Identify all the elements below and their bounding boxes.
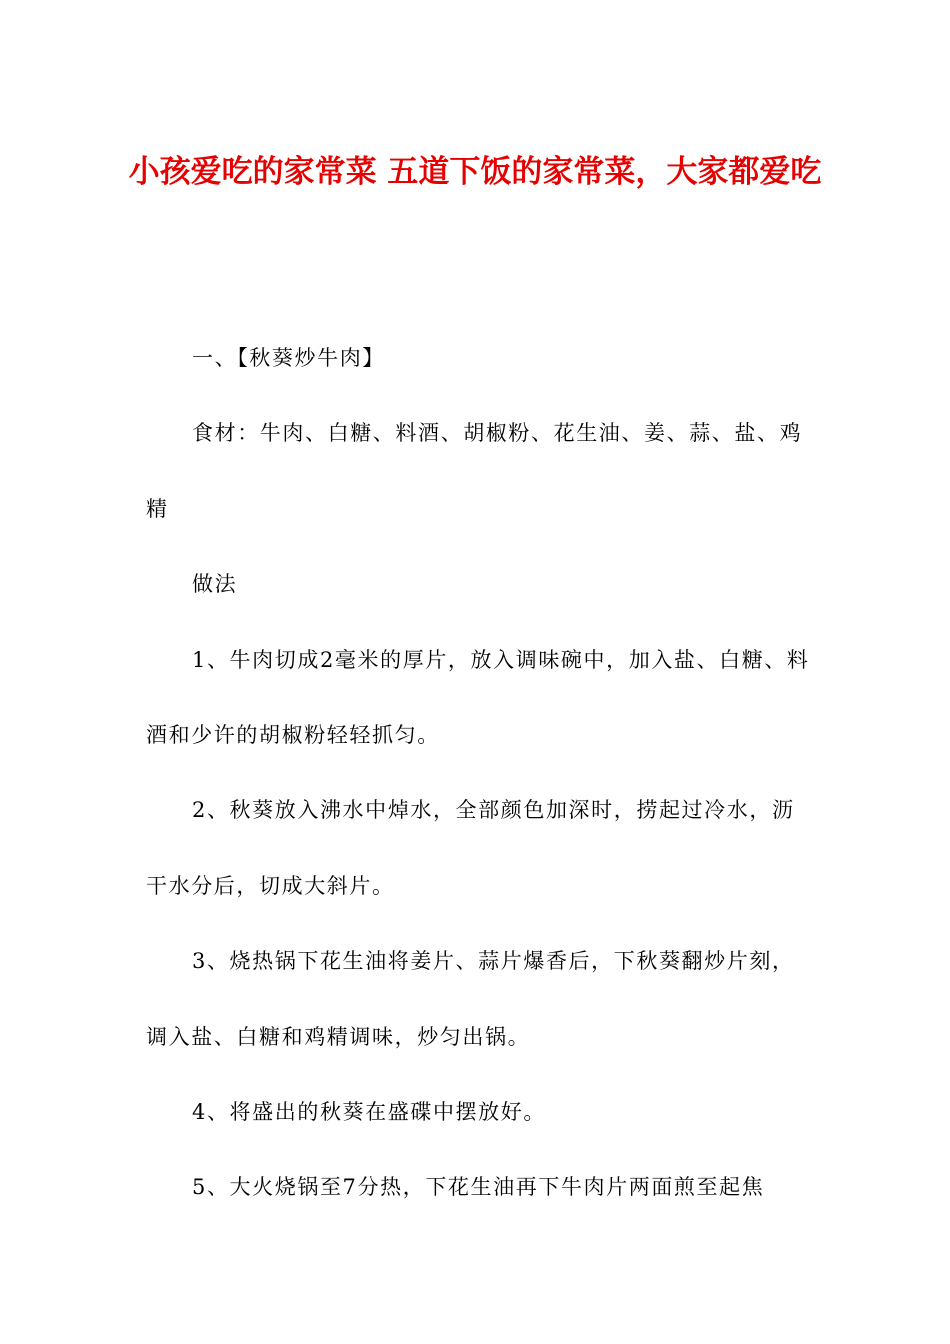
step-4-paragraph: 4、将盛出的秋葵在盛碟中摆放好。 (192, 1100, 546, 1125)
step-2-paragraph: 2、秋葵放入沸水中焯水，全部颜色加深时，捞起过冷水，沥干水分后，切成大斜片。 (146, 798, 795, 898)
step-3-paragraph: 3、烧热锅下花生油将姜片、蒜片爆香后，下秋葵翻炒片刻，调入盐、白糖和鸡精调味，炒匀出锅。 (146, 949, 795, 1049)
document-title: 小孩爱吃的家常菜 五道下饭的家常菜，大家都爱吃 (128, 154, 822, 190)
section-heading: 一、【秋葵炒牛肉】 (192, 346, 385, 370)
ingredients-paragraph: 食材：牛肉、白糖、料酒、胡椒粉、花生油、姜、蒜、盐、鸡精 (146, 421, 803, 521)
document-body (146, 321, 810, 1226)
step-1-paragraph: 1、牛肉切成2毫米的厚片，放入调味碗中，加入盐、白糖、料酒和少许的胡椒粉轻轻抓匀。 (146, 647, 810, 748)
method-heading: 做法 (192, 572, 238, 597)
step-5-paragraph: 5、大火烧锅至7分热，下花生油再下牛肉片两面煎至起焦 (192, 1175, 765, 1200)
